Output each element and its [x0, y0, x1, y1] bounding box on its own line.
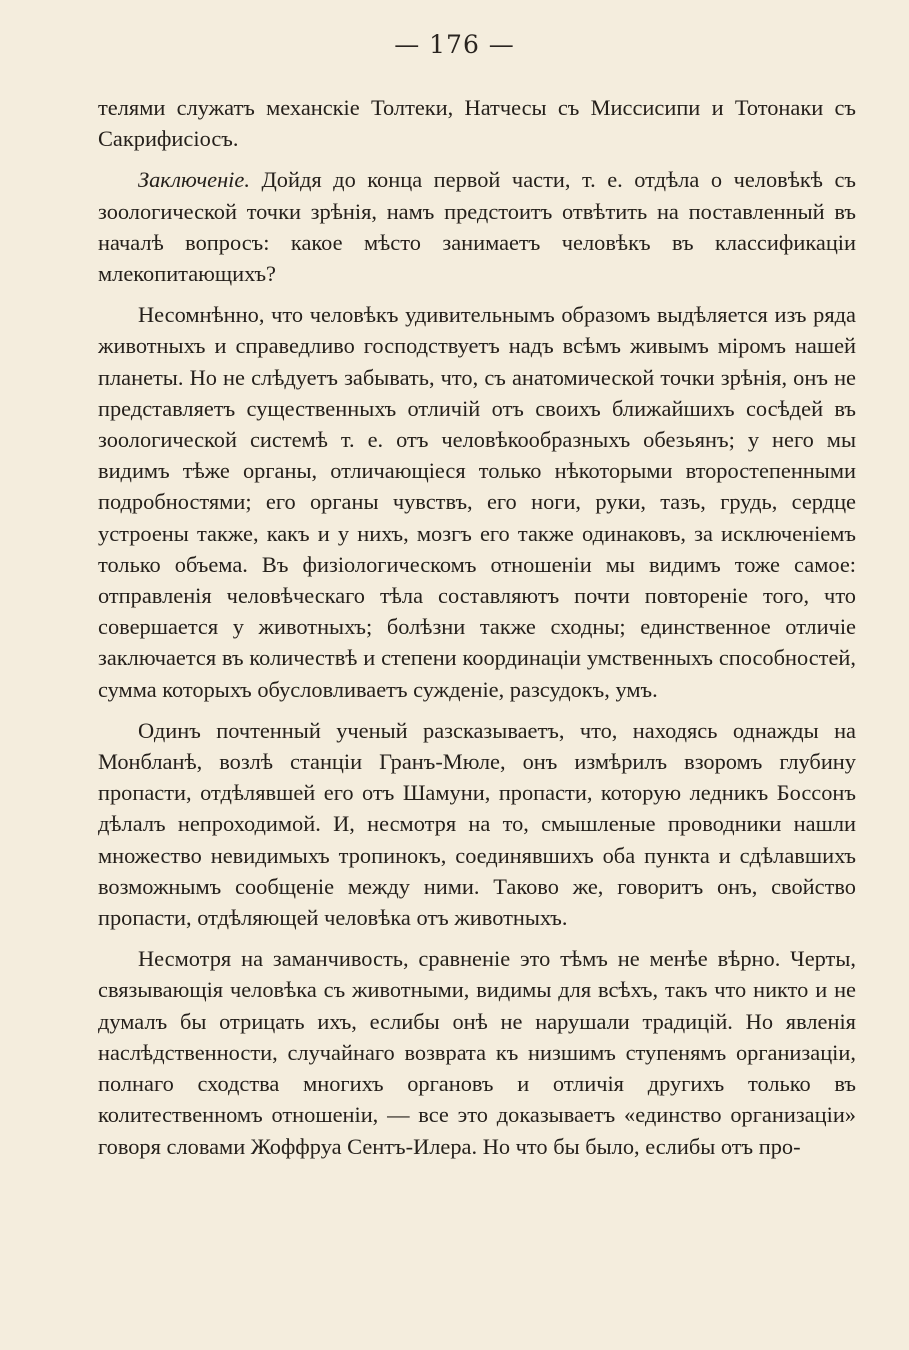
page-text — [98, 92, 856, 1162]
paragraph — [98, 715, 856, 933]
paragraph-text: Несмотря на заманчивость, сравненіе это тѣмъ не менѣе вѣрно. Черты, связывающія человѣка съ животными, видимы для всѣхъ, такъ что никто и не думалъ бы отрицать ихъ, еслибы онѣ не нарушали традицій. Но явленія наслѣдственности, случайнаго возврата къ низшимъ ступенямъ организаціи, полнаго сходства многихъ органовъ и отличія другихъ только въ колитественномъ отношеніи, — все это доказываетъ «единство организаціи» говоря словами Жоффруа Сентъ-Илера. Но что бы было, еслибы отъ про- — [98, 946, 856, 1159]
paragraph-text: телями служатъ механскіе Толтеки, Натчесы съ Миссисипи и Тотонаки съ Сакрифисіосъ. — [98, 95, 856, 152]
paragraph-text: Одинъ почтенный ученый разсказываетъ, что, находясь однажды на Монбланѣ, возлѣ станціи Гранъ-Мюле, онъ измѣрилъ взоромъ глубину пропасти, отдѣлявшей его отъ Шамуни, пропасти, которую ледникъ Боссонъ дѣлалъ непроходимой. И, несмотря на то, смышленые проводники нашли множество невидимыхъ тропинокъ, соединявшихъ оба пункта и сдѣлавшихъ возможнымъ сообщеніе между ними. Таково же, говоритъ онъ, свойство пропасти, отдѣляющей человѣка отъ животныхъ. — [98, 717, 856, 931]
paragraph — [98, 92, 856, 154]
section-heading: Заключеніе. — [138, 167, 250, 193]
paragraph-text: Дойдя до конца первой части, т. е. отдѣла о человѣкѣ съ зоологической точки зрѣнія, намъ предстоитъ отвѣтить на поставленный въ началѣ вопросъ: какое мѣсто занимаетъ человѣкъ въ классификаціи млекопитающихъ? — [98, 167, 856, 287]
paragraph-text: Несомнѣнно, что человѣкъ удивительнымъ образомъ выдѣляется изъ ряда животныхъ и справедливо господствуетъ надъ всѣмъ живымъ міромъ нашей планеты. Но не слѣдуетъ забывать, что, съ анатомической точки зрѣнія, онъ не представляетъ существенныхъ отличій отъ своихъ ближайшихъ сосѣдей въ зоологической системѣ т. е. отъ человѣкообразныхъ обезьянъ; у него мы видимъ тѣже органы, отличающіеся только нѣкоторыми второстепенными подробностями; его органы чувствъ, его ноги, руки, тазъ, грудь, сердце устроены также, какъ и у нихъ, мозгъ его также одинаковъ, за исключеніемъ только объема. Въ физіологическомъ отношеніи мы видимъ тоже самое: отправленія человѣческаго тѣла составляютъ почти повтореніе того, что совершается у животныхъ; болѣзни также сходны; единственное отличіе заключается въ количествѣ и степени координаціи умственныхъ способностей, сумма которыхъ обусловливаетъ сужденіе, разсудокъ, умъ. — [98, 302, 856, 702]
paragraph — [98, 164, 856, 289]
paragraph — [98, 943, 856, 1161]
paragraph — [98, 299, 856, 705]
page-number: — 176 — — [394, 30, 515, 59]
